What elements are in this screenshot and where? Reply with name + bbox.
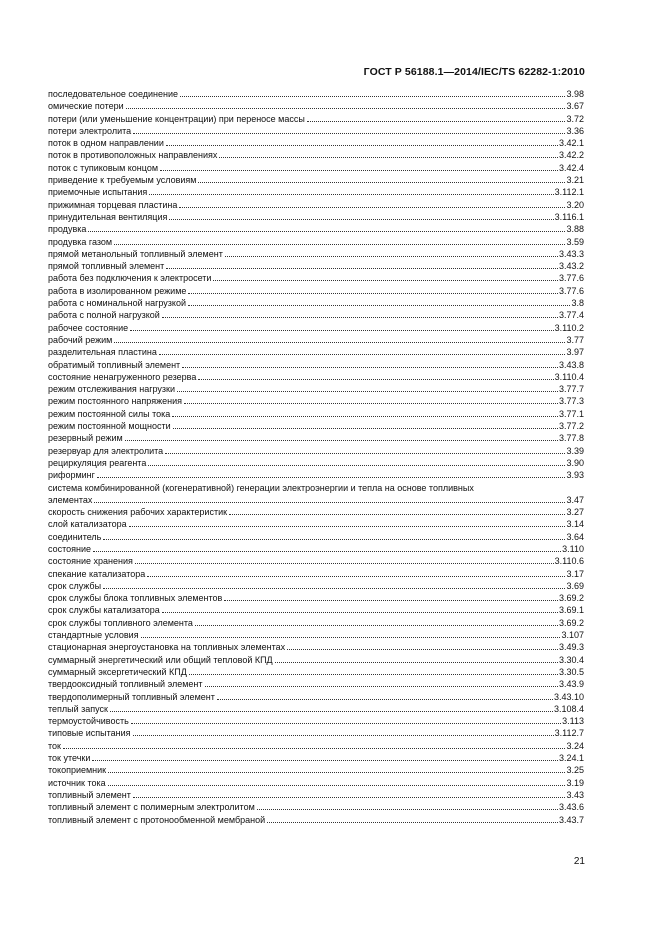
index-entry — [48, 678, 584, 690]
index-reference: 3.110.6 — [554, 556, 584, 567]
dot-leader — [180, 88, 565, 97]
index-entry — [48, 666, 584, 678]
index-reference: 3.77 — [566, 334, 584, 345]
index-term: режим отслеживания нагрузки — [48, 384, 175, 395]
dot-leader — [182, 359, 558, 368]
index-entry — [48, 740, 584, 752]
index-reference: 3.113 — [562, 716, 584, 727]
index-reference: 3.98 — [566, 89, 584, 99]
dot-leader — [224, 592, 558, 601]
index-entry — [48, 113, 584, 125]
dot-leader — [92, 752, 558, 761]
index-term: ток утечки — [48, 753, 91, 764]
index-term: топливный элемент — [48, 789, 131, 800]
index-entry — [48, 482, 584, 507]
index-term: топливный элемент с протонообменной мембраной — [48, 814, 266, 825]
dot-leader — [149, 186, 553, 195]
index-entry — [48, 432, 584, 444]
dot-leader — [129, 518, 566, 527]
index-entry — [48, 654, 584, 666]
index-entry — [48, 691, 584, 703]
index-term: приемочные испытания — [48, 187, 148, 198]
index-term: потери электролита — [48, 125, 132, 136]
index-term: типовые испытания — [48, 728, 131, 739]
dot-leader — [205, 678, 558, 687]
index-reference: 3.77.1 — [558, 408, 584, 419]
dot-leader — [159, 346, 566, 355]
index-entry — [48, 777, 584, 789]
index-reference: 3.77.8 — [558, 433, 584, 444]
index-entry — [48, 580, 584, 592]
dot-leader — [125, 432, 558, 441]
dot-leader — [195, 617, 558, 626]
dot-leader — [165, 445, 565, 454]
index-reference: 3.20 — [566, 199, 584, 210]
index-term: срок службы катализатора — [48, 605, 160, 616]
index-entry — [48, 371, 584, 383]
dot-leader — [114, 236, 565, 245]
index-reference: 3.69.2 — [558, 593, 584, 604]
dot-leader — [88, 223, 565, 232]
index-term: топливный элемент с полимерным электролитом — [48, 802, 255, 813]
index-term: резервный режим — [48, 433, 123, 444]
index-term: срок службы блока топливных элементов — [48, 593, 223, 604]
dot-leader — [160, 162, 558, 171]
index-term: спекание катализатора — [48, 568, 146, 579]
dot-leader — [275, 654, 558, 663]
index-entry — [48, 789, 584, 801]
index-term: состояние хранения — [48, 556, 133, 567]
index-entry — [48, 186, 584, 198]
index-reference: 3.19 — [566, 777, 584, 788]
dot-leader — [177, 383, 558, 392]
dot-leader — [225, 248, 558, 257]
index-reference: 3.67 — [566, 101, 584, 112]
index-term: рабочий режим — [48, 334, 113, 345]
index-term: работа с полной нагрузкой — [48, 310, 160, 321]
index-entry — [48, 211, 584, 223]
index-entry — [48, 715, 584, 727]
index-term: риформинг — [48, 470, 95, 481]
index-entry — [48, 334, 584, 346]
index-entry — [48, 764, 584, 776]
index-entry — [48, 469, 584, 481]
index-entry — [48, 223, 584, 235]
index-reference: 3.43.2 — [558, 261, 584, 272]
index-term: скорость снижения рабочих характеристик — [48, 507, 228, 518]
index-term: слой катализатора — [48, 519, 127, 530]
index-entry — [48, 260, 584, 272]
dot-leader — [108, 777, 566, 786]
index-reference: 3.77.6 — [558, 285, 584, 296]
dot-leader — [63, 740, 566, 749]
index-term: соединитель — [48, 531, 102, 542]
index-entry — [48, 285, 584, 297]
index-term: термоустойчивость — [48, 716, 129, 727]
dot-leader — [172, 408, 558, 417]
index-reference: 3.43.7 — [558, 814, 584, 825]
dot-leader — [217, 691, 553, 700]
index-entry — [48, 408, 584, 420]
index-term: рециркуляция реагента — [48, 457, 147, 468]
dot-leader — [126, 100, 566, 109]
index-entry — [48, 518, 584, 530]
index-reference: 3.108.4 — [553, 703, 584, 714]
index-reference: 3.17 — [566, 568, 584, 579]
index-reference: 3.14 — [566, 519, 584, 530]
dot-leader — [103, 531, 565, 540]
index-reference: 3.112.7 — [554, 728, 584, 739]
index-term: принудительная вентиляция — [48, 211, 168, 222]
dot-leader — [148, 457, 565, 466]
dot-leader — [97, 469, 566, 478]
index-reference: 3.69.1 — [558, 605, 584, 616]
index-reference: 3.36 — [566, 125, 584, 136]
index-reference: 3.30.5 — [558, 666, 584, 677]
index-term: поток в одном направлении — [48, 138, 164, 149]
index-term: поток в противоположных направлениях — [48, 150, 218, 161]
index-term: режим постоянной мощности — [48, 421, 171, 432]
index-reference: 3.112.1 — [554, 187, 584, 198]
index-reference: 3.43.9 — [558, 679, 584, 690]
index-term: теплый запуск — [48, 703, 108, 714]
dot-leader — [141, 629, 561, 638]
index-entry — [48, 752, 584, 764]
index-term: твердооксидный топливный элемент — [48, 679, 203, 690]
dot-leader — [229, 506, 565, 515]
index-reference: 3.69 — [566, 580, 584, 591]
index-entry — [48, 383, 584, 395]
dot-leader — [198, 174, 565, 183]
dot-leader — [166, 260, 558, 269]
index-entry — [48, 604, 584, 616]
index-term: работа с номинальной нагрузкой — [48, 298, 186, 309]
index-reference: 3.97 — [566, 347, 584, 358]
index-entry — [48, 236, 584, 248]
index-reference: 3.49.3 — [558, 642, 584, 653]
index-entry — [48, 568, 584, 580]
index-entry — [48, 727, 584, 739]
page-number: 21 — [573, 856, 585, 867]
dot-leader — [133, 789, 566, 798]
index-entry — [48, 814, 584, 826]
index-reference: 3.77.2 — [558, 421, 584, 432]
index-reference: 3.72 — [566, 113, 584, 124]
index-term: обратимый топливный элемент — [48, 359, 181, 370]
index-reference: 3.43 — [566, 789, 584, 800]
index-term: прямой метанольный топливный элемент — [48, 248, 223, 259]
index-term: последовательное соединение — [48, 89, 179, 99]
index-reference: 3.77.6 — [558, 273, 584, 284]
index-term: рабочее состояние — [48, 322, 129, 333]
dot-leader — [267, 814, 558, 823]
index-entry — [48, 199, 584, 211]
dot-leader — [147, 568, 565, 577]
dot-leader — [94, 494, 565, 503]
index-term: разделительная пластина — [48, 347, 157, 358]
index-reference: 3.42.1 — [558, 138, 584, 149]
index-reference: 3.69.2 — [558, 617, 584, 628]
index-entry — [48, 420, 584, 432]
index-term: поток с тупиковым концом — [48, 162, 159, 173]
index-reference: 3.43.6 — [558, 802, 584, 813]
index-entry — [48, 531, 584, 543]
dot-leader — [93, 543, 561, 552]
index-term: резервуар для электролита — [48, 445, 164, 456]
dot-leader — [162, 309, 558, 318]
index-term: состояние ненагруженного резерва — [48, 371, 197, 382]
dot-leader — [135, 555, 554, 564]
index-entry — [48, 506, 584, 518]
dot-leader — [219, 149, 558, 158]
index-reference: 3.77.3 — [558, 396, 584, 407]
dot-leader — [108, 764, 565, 773]
index-entry — [48, 162, 584, 174]
index-entry — [48, 297, 584, 309]
index-term: стационарная энергоустановка на топливных элементах — [48, 642, 286, 653]
index-reference: 3.39 — [566, 445, 584, 456]
dot-leader — [307, 113, 566, 122]
index-reference: 3.110.2 — [554, 322, 584, 333]
index-entry — [48, 174, 584, 186]
index-reference: 3.107 — [561, 630, 584, 641]
index-term: ток — [48, 740, 61, 751]
index-reference: 3.43.10 — [553, 691, 584, 702]
index-term: работа в изолированном режиме — [48, 285, 187, 296]
index-term: стандартные условия — [48, 630, 139, 641]
dot-leader — [110, 703, 553, 712]
index-term: суммарный энергетический или общий тепловой КПД — [48, 654, 273, 665]
index-term: приведение к требуемым условиям — [48, 175, 197, 186]
index-entry — [48, 641, 584, 653]
dot-leader — [257, 801, 558, 810]
dot-leader — [130, 322, 553, 331]
dot-leader — [103, 580, 565, 589]
index-entry — [48, 137, 584, 149]
index-reference: 3.110 — [562, 543, 584, 554]
index-term: прижимная торцевая пластина — [48, 199, 178, 210]
document-header: ГОСТ Р 56188.1—2014/IEC/TS 62282-1:2010 — [363, 66, 585, 78]
index-term: работа без подключения к электросети — [48, 273, 212, 284]
index-term: потери (или уменьшение концентрации) при переносе массы — [48, 113, 305, 124]
dot-leader — [166, 137, 558, 146]
index-term: срок службы — [48, 580, 102, 591]
index-entry — [48, 248, 584, 260]
index-entry — [48, 457, 584, 469]
dot-leader — [287, 641, 558, 650]
dot-leader — [114, 334, 565, 343]
index-entry — [48, 445, 584, 457]
index-reference: 3.77.4 — [558, 310, 584, 321]
dot-leader — [162, 604, 558, 613]
index-reference: 3.110.4 — [554, 371, 584, 382]
index-entry — [48, 149, 584, 161]
index-term: продувка — [48, 224, 87, 235]
index-term: твердополимерный топливный элемент — [48, 691, 215, 702]
index-reference: 3.42.4 — [558, 162, 584, 173]
dot-leader — [133, 125, 565, 134]
dot-leader — [188, 297, 571, 306]
index-reference: 3.8 — [571, 298, 584, 309]
index-reference: 3.88 — [566, 224, 584, 235]
index-entry — [48, 359, 584, 371]
index-reference: 3.43.8 — [558, 359, 584, 370]
index-term-continued: элементах — [48, 494, 93, 505]
index-reference: 3.64 — [566, 531, 584, 542]
index-entry — [48, 703, 584, 715]
index-reference: 3.42.2 — [558, 150, 584, 161]
index-entry — [48, 100, 584, 112]
index-term: продувка газом — [48, 236, 113, 247]
dot-leader — [213, 272, 558, 281]
index-term: режим постоянного напряжения — [48, 396, 182, 407]
index-term: прямой топливный элемент — [48, 261, 165, 272]
index-term: состояние — [48, 543, 92, 554]
index-term: суммарный эксергетический КПД — [48, 666, 187, 677]
dot-leader — [173, 420, 558, 429]
index-reference: 3.30.4 — [558, 654, 584, 665]
index-reference: 3.90 — [566, 457, 584, 468]
index-reference: 3.24.1 — [558, 753, 584, 764]
dot-leader — [179, 199, 565, 208]
dot-leader — [169, 211, 553, 220]
index-reference: 3.43.3 — [558, 248, 584, 259]
dot-leader — [184, 395, 558, 404]
index-entry — [48, 592, 584, 604]
index-reference: 3.116.1 — [554, 211, 584, 222]
index-entry — [48, 322, 584, 334]
index-reference: 3.21 — [566, 175, 584, 186]
index-term: токоприемник — [48, 765, 107, 776]
index-reference: 3.25 — [566, 765, 584, 776]
index-reference: 3.77.7 — [558, 384, 584, 395]
index-term: источник тока — [48, 777, 106, 788]
index-entry — [48, 125, 584, 137]
index-entry — [48, 272, 584, 284]
index-reference: 3.27 — [566, 507, 584, 518]
index-reference: 3.47 — [566, 494, 584, 505]
index-entry — [48, 88, 584, 100]
index-term: омические потери — [48, 101, 124, 112]
index-entry — [48, 555, 584, 567]
index-reference: 3.24 — [566, 740, 584, 751]
index-term: режим постоянной силы тока — [48, 408, 171, 419]
index-entry — [48, 543, 584, 555]
index-entry — [48, 395, 584, 407]
dot-leader — [189, 666, 558, 675]
dot-leader — [188, 285, 558, 294]
index-list — [48, 88, 584, 826]
dot-leader — [131, 715, 561, 724]
index-reference: 3.59 — [566, 236, 584, 247]
index-entry — [48, 617, 584, 629]
index-entry — [48, 801, 584, 813]
index-entry — [48, 629, 584, 641]
index-entry — [48, 346, 584, 358]
dot-leader — [133, 727, 554, 736]
index-term: система комбинированной (когенеративной) генерации электроэнергии и тепла на основе топливных — [48, 482, 474, 493]
index-entry — [48, 309, 584, 321]
dot-leader — [198, 371, 553, 380]
index-term: срок службы топливного элемента — [48, 617, 193, 628]
index-reference: 3.93 — [566, 470, 584, 481]
